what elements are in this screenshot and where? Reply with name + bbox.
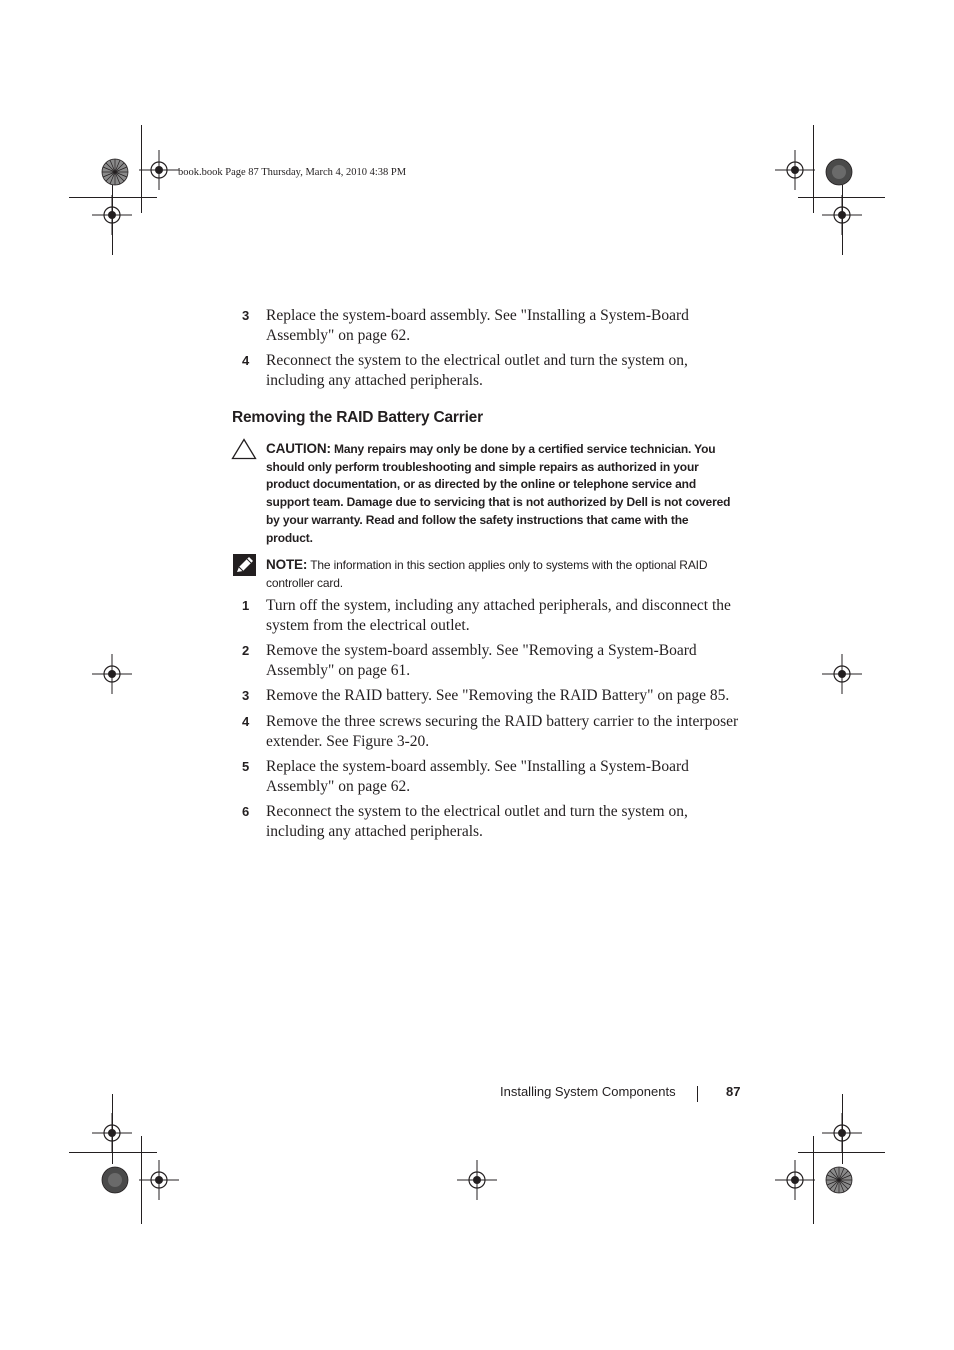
target-mark-bl2	[139, 1160, 179, 1200]
note-text: The information in this section applies only to systems with the optional RAID controller card.	[266, 558, 708, 590]
caution-triangle-icon	[231, 438, 257, 460]
caution-callout	[266, 440, 736, 547]
starburst-mark-tl	[102, 159, 128, 185]
target-mark-tr1	[775, 150, 815, 190]
list-item	[242, 596, 742, 636]
step-number: 3	[242, 688, 250, 703]
page-number: 87	[726, 1084, 741, 1099]
step-number: 1	[242, 598, 250, 613]
step-text: Turn off the system, including any attached peripherals, and disconnect the system from the electrical outlet.	[266, 597, 731, 634]
target-mark-tl2	[92, 195, 132, 235]
note-pencil-icon	[233, 554, 256, 576]
footer-section-title: Installing System Components	[500, 1084, 676, 1099]
starburst-mark-tr	[826, 159, 852, 185]
starburst-mark-bl	[102, 1167, 128, 1193]
starburst-mark-br	[826, 1167, 852, 1193]
list-item	[242, 351, 742, 391]
target-mark-br2	[775, 1160, 815, 1200]
step-text: Remove the system-board assembly. See "Removing a System-Board Assembly" on page 61.	[266, 642, 697, 679]
target-mark-ml	[92, 654, 132, 694]
note-label: NOTE:	[266, 557, 308, 572]
section-heading: Removing the RAID Battery Carrier	[232, 409, 483, 426]
step-text: Replace the system-board assembly. See "Installing a System-Board Assembly" on page 62.	[266, 307, 689, 344]
list-item	[242, 306, 742, 346]
target-mark-tr2	[822, 195, 862, 235]
caution-label: CAUTION:	[266, 441, 331, 456]
step-number: 6	[242, 804, 250, 819]
note-callout	[266, 556, 736, 592]
step-text: Remove the three screws securing the RAID battery carrier to the interposer extender. See Figure 3-20.	[266, 713, 739, 750]
target-mark-bl1	[92, 1113, 132, 1153]
target-mark-mr	[822, 654, 862, 694]
list-item	[242, 757, 742, 797]
caution-text: Many repairs may only be done by a certified service technician. You should only perform troubleshooting and simple repairs as authorized in your product documentation, or as directed by the online or telephone service and support team. Damage due to servicing that is not authorized by Dell is not covered by your warranty. Read and follow the safety instructions that came with the product.	[266, 442, 731, 545]
step-number: 5	[242, 759, 250, 774]
print-info-header: book.book Page 87 Thursday, March 4, 2010 4:38 PM	[178, 167, 407, 178]
step-text: Replace the system-board assembly. See "Installing a System-Board Assembly" on page 62.	[266, 758, 689, 795]
footer-divider	[697, 1086, 698, 1102]
list-item	[242, 641, 742, 681]
list-item	[242, 802, 742, 842]
step-number: 4	[242, 714, 250, 729]
list-item	[242, 712, 742, 752]
target-mark-br1	[822, 1113, 862, 1153]
step-text: Remove the RAID battery. See "Removing the RAID Battery" on page 85.	[266, 687, 730, 704]
target-mark-bc	[457, 1160, 497, 1200]
step-text: Reconnect the system to the electrical outlet and turn the system on, including any attached peripherals.	[266, 352, 688, 389]
list-item	[242, 686, 742, 706]
step-number: 2	[242, 643, 250, 658]
step-number: 4	[242, 353, 250, 368]
step-number: 3	[242, 308, 250, 323]
target-mark-tl1	[139, 150, 179, 190]
step-text: Reconnect the system to the electrical outlet and turn the system on, including any attached peripherals.	[266, 803, 688, 840]
